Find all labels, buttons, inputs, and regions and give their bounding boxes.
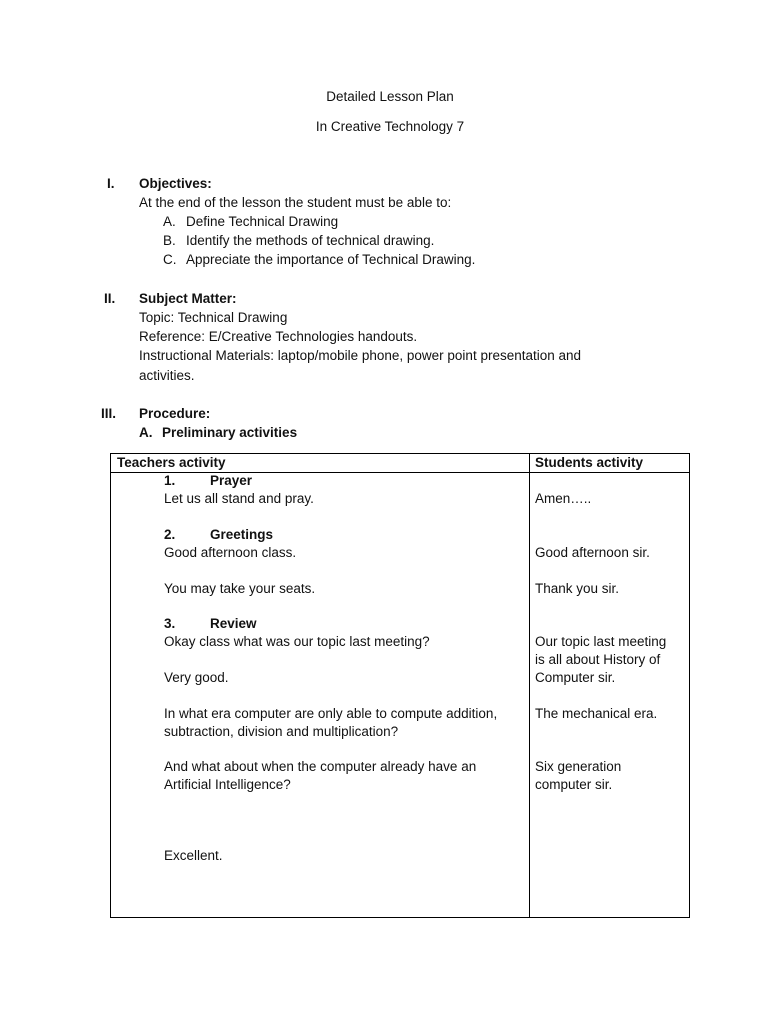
- document-title: Detailed Lesson Plan: [326, 89, 454, 104]
- document-subtitle: In Creative Technology 7: [315, 119, 465, 134]
- student-line: Computer sir.: [535, 670, 616, 685]
- objective-item: Appreciate the importance of Technical Drawing.: [186, 252, 476, 267]
- header-divider: [111, 472, 689, 473]
- column-header-student: Students activity: [535, 455, 644, 470]
- activities-table: [110, 453, 690, 918]
- column-divider: [529, 454, 530, 917]
- objective-marker: B.: [163, 233, 176, 248]
- teacher-line: Okay class what was our topic last meeting?: [164, 634, 430, 649]
- objective-item: Identify the methods of technical drawing.: [186, 233, 435, 248]
- student-line: is all about History of: [535, 652, 661, 667]
- teacher-line: Good afternoon class.: [164, 545, 297, 560]
- section-title: Greetings: [210, 527, 274, 542]
- objective-marker: A.: [163, 214, 176, 229]
- section-title: Prayer: [210, 473, 253, 488]
- teacher-line: Let us all stand and pray.: [164, 491, 314, 506]
- procedure-numeral: III.: [101, 406, 117, 421]
- student-line: Six generation: [535, 759, 622, 774]
- student-line: Amen…..: [535, 491, 592, 506]
- subject-materials: Instructional Materials: laptop/mobile phone, power point presentation and: [139, 348, 582, 363]
- section-number: 3.: [164, 616, 176, 631]
- procedure-sub-marker: A.: [139, 425, 153, 440]
- teacher-line: And what about when the computer already have an: [164, 759, 477, 774]
- objectives-numeral: I.: [107, 176, 115, 191]
- section-number: 1.: [164, 473, 176, 488]
- teacher-line: You may take your seats.: [164, 581, 316, 596]
- teacher-line: Artificial Intelligence?: [164, 777, 291, 792]
- teacher-line: subtraction, division and multiplication?: [164, 724, 399, 739]
- subject-numeral: II.: [104, 291, 116, 306]
- student-line: computer sir.: [535, 777, 613, 792]
- objective-marker: C.: [163, 252, 177, 267]
- objectives-heading: Objectives:: [139, 176, 212, 191]
- teacher-line: Excellent.: [164, 848, 223, 863]
- subject-materials-cont: activities.: [139, 368, 195, 383]
- teacher-line: In what era computer are only able to compute addition,: [164, 706, 498, 721]
- objectives-intro: At the end of the lesson the student must be able to:: [139, 195, 452, 210]
- student-line: Good afternoon sir.: [535, 545, 650, 560]
- objective-item: Define Technical Drawing: [186, 214, 339, 229]
- subject-reference: Reference: E/Creative Technologies handouts.: [139, 329, 418, 344]
- procedure-sub-heading: Preliminary activities: [162, 425, 298, 440]
- subject-heading: Subject Matter:: [139, 291, 237, 306]
- section-number: 2.: [164, 527, 176, 542]
- teacher-line: Very good.: [164, 670, 229, 685]
- student-line: The mechanical era.: [535, 706, 658, 721]
- subject-topic: Topic: Technical Drawing: [139, 310, 288, 325]
- section-title: Review: [210, 616, 257, 631]
- procedure-heading: Procedure:: [139, 406, 211, 421]
- student-line: Our topic last meeting: [535, 634, 667, 649]
- student-line: Thank you sir.: [535, 581, 620, 596]
- column-header-teacher: Teachers activity: [117, 455, 226, 470]
